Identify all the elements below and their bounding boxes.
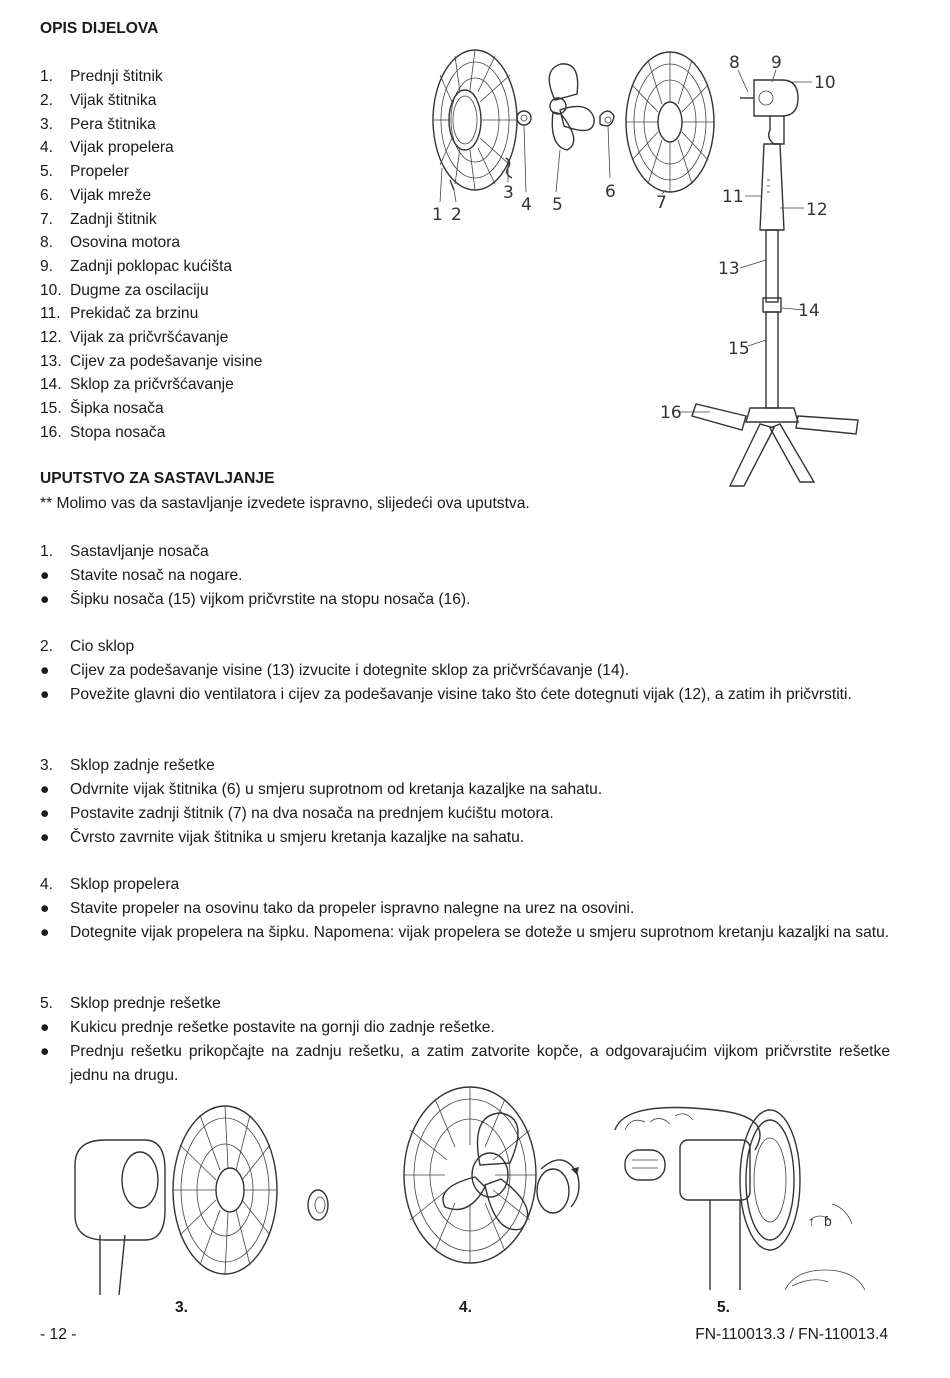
list-item: 16. Stopa nosača [40, 424, 166, 441]
diagram-label-3: 3 [503, 183, 514, 203]
list-item: 14. Sklop za pričvršćavanje [40, 376, 234, 393]
step-title: 3. Sklop zadnje rešetke [40, 757, 215, 774]
step-title: 2. Cio sklop [40, 638, 135, 655]
list-item: 8. Osovina motora [40, 234, 181, 251]
list-item: 15. Šipka nosača [40, 400, 164, 417]
list-item: ● Povežite glavni dio ventilatora i cijev za podešavanje visine tako što ćete dotegnuti vijak (12), a zatim ih pričvrstiti. [40, 686, 852, 703]
list-item: ● Stavite nosač na nogare. [40, 567, 243, 584]
page-number: - 12 - [40, 1326, 77, 1343]
diagram-label-8: 8 [729, 53, 740, 73]
list-item: ● Stavite propeler na osovinu tako da propeler ispravno nalegne na urez na osovini. [40, 900, 635, 917]
diagram-label-9: 9 [771, 53, 782, 73]
diagram-label-14: 14 [798, 301, 820, 321]
rear-guard-illustration [626, 52, 714, 192]
list-item: ● Cijev za podešavanje visine (13) izvucite i dotegnite sklop za pričvršćavanje (14). [40, 662, 630, 679]
model-number: FN-110013.3 / FN-110013.4 [695, 1326, 888, 1343]
diagram-label-6: 6 [605, 182, 616, 202]
front-guard-illustration [433, 50, 517, 190]
svg-text:↑: ↑ [808, 1213, 815, 1229]
list-item: 3. Pera štitnika [40, 116, 156, 133]
list-item: 6. Vijak mreže [40, 187, 152, 204]
svg-text:ɓ: ɓ [824, 1213, 832, 1229]
list-item: 10. Dugme za oscilaciju [40, 282, 209, 299]
step-title: 4. Sklop propelera [40, 876, 180, 893]
figure-caption-5: 5. [717, 1299, 731, 1316]
figure-caption-3: 3. [175, 1299, 189, 1316]
fan-parts-diagram [420, 40, 890, 490]
list-item: ● Šipku nosača (15) vijkom pričvrstite na stopu nosača (16). [40, 591, 471, 608]
step-title: 5. Sklop prednje rešetke [40, 995, 221, 1012]
parts-heading: OPIS DIJELOVA [40, 20, 159, 37]
list-item: 7. Zadnji štitnik [40, 211, 157, 228]
assembly-intro: ** Molimo vas da sastavljanje izvedete ispravno, slijedeći ova uputstva. [40, 495, 530, 512]
list-item: 1. Prednji štitnik [40, 68, 163, 85]
diagram-label-10: 10 [814, 73, 836, 93]
diagram-label-11: 11 [722, 187, 744, 207]
figure-caption-4: 4. [459, 1299, 473, 1316]
list-item: ● Kukicu prednje rešetke postavite na gornji dio zadnje rešetke. [40, 1019, 495, 1036]
diagram-label-1: 1 [432, 205, 443, 225]
diagram-label-4: 4 [521, 195, 532, 215]
diagram-label-2: 2 [451, 205, 462, 225]
diagram-label-15: 15 [728, 339, 750, 359]
figure-rear-guard-assembly [70, 1105, 350, 1295]
assembly-heading: UPUTSTVO ZA SASTAVLJANJE [40, 470, 275, 487]
propeller-illustration [549, 64, 594, 150]
list-item: 13. Cijev za podešavanje visine [40, 353, 263, 370]
step-title: 1. Sastavljanje nosača [40, 543, 209, 560]
list-item: 12. Vijak za pričvršćavanje [40, 329, 229, 346]
diagram-label-5: 5 [552, 195, 563, 215]
diagram-label-13: 13 [718, 259, 740, 279]
diagram-label-12: 12 [806, 200, 828, 220]
diagram-label-7: 7 [656, 193, 667, 213]
motor-head-illustration [740, 80, 798, 144]
list-item: 5. Propeler [40, 163, 129, 180]
list-item: ● Postavite zadnji štitnik (7) na dva nosača na prednjem kućištu motora. [40, 805, 554, 822]
list-item: ● Čvrsto zavrnite vijak štitnika u smjeru kretanja kazaljke na sahatu. [40, 829, 525, 846]
list-item: 11. Prekidač za brzinu [40, 305, 199, 322]
figure-front-guard-assembly [610, 1100, 870, 1300]
list-item: 4. Vijak propelera [40, 139, 174, 156]
list-item: ● Prednju rešetku prikopčajte na zadnju rešetku, a zatim zatvorite kopče, a odgovarajućim vijkom pričvrstite rešetke jednu na drugu. [40, 1043, 890, 1084]
figure-propeller-assembly [395, 1085, 595, 1285]
list-item: 9. Zadnji poklopac kućišta [40, 258, 233, 275]
stand-illustration [692, 144, 858, 486]
list-item: ● Odvrnite vijak štitnika (6) u smjeru suprotnom od kretanja kazaljke na sahatu. [40, 781, 603, 798]
list-item: ● Dotegnite vijak propelera na šipku. Napomena: vijak propelera se doteže u smjeru suprotnom kretanju kazaljki na satu. [40, 924, 890, 941]
list-item: 2. Vijak štitnika [40, 92, 157, 109]
diagram-label-16: 16 [660, 403, 682, 423]
